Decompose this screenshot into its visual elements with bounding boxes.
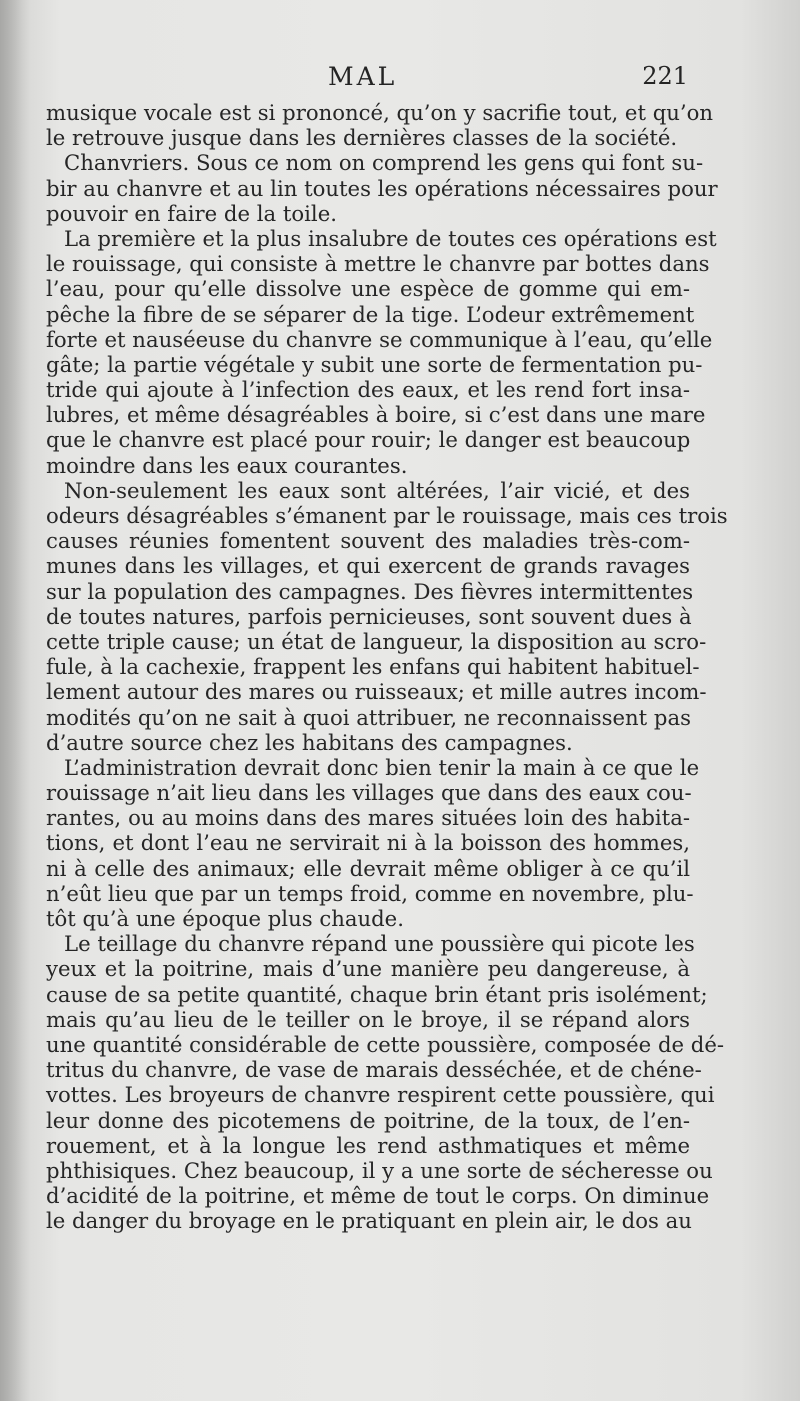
text-line: ni à celle des animaux; elle devrait même obliger à ce qu’il [46,855,690,881]
text-line: de toutes natures, parfois pernicieuses, sont souvent dues à [46,603,692,629]
text-line: l’eau, pour qu’elle dissolve une espèce de gomme qui em- [46,276,690,302]
text-line: tride qui ajoute à l’infection des eaux, et les rend fort insa- [46,377,690,403]
text-line: moindre dans les eaux courantes. [46,452,408,478]
text-line: forte et nauséeuse du chanvre se communique à l’eau, qu’elle [46,326,713,352]
text-line: yeux et la poitrine, mais d’une manière peu dangereuse, à [46,956,690,982]
text-line: pouvoir en faire de la toile. [46,200,337,226]
text-line: L’administration devrait donc bien tenir la main à ce que le [64,754,700,780]
text-line: rantes, ou au moins dans des mares situées loin des habita- [46,805,690,831]
text-line: musique vocale est si prononcé, qu’on y sacrifie tout, et qu’on [46,100,714,125]
text-line: phthisiques. Chez beaucoup, il y a une sorte de sécheresse ou [46,1157,713,1183]
text-line: pêche la fibre de se séparer de la tige. L’odeur extrêmement [46,301,695,327]
text-line: causes réunies fomentent souvent des maladies très-com- [46,528,690,554]
text-line: tôt qu’à une époque plus chaude. [46,906,404,931]
body-text [46,100,728,1234]
text-line: Le teillage du chanvre répand une poussière qui picote les [64,931,695,957]
text-line: gâte; la partie végétale y subit une sorte de fermentation pu- [46,351,703,377]
text-line: cause de sa petite quantité, chaque brin étant pris isolément; [46,981,708,1007]
text-line: modités qu’on ne sait à quoi attribuer, ne reconnaissent pas [46,704,691,730]
text-line: La première et la plus insalubre de toutes ces opérations est [64,225,717,251]
text-line: tions, et dont l’eau ne servirait ni à la boisson des hommes, [46,830,690,856]
text-line: mais qu’au lieu de le teiller on le broye, il se répand alors [46,1006,690,1032]
text-line: une quantité considérable de cette poussière, composée de dé- [46,1031,725,1057]
text-line: d’autre source chez les habitans des campagnes. [46,729,573,755]
text-line: rouissage n’ait lieu dans les villages que dans des eaux cou- [46,780,692,806]
text-line: lement autour des mares ou ruisseaux; et mille autres incom- [46,679,707,705]
text-line: rouement, et à la longue les rend asthmatiques et même [46,1132,690,1158]
text-line: n’eût lieu que par un temps froid, comme en novembre, plu- [46,880,694,906]
text-line: le retrouve jusque dans les dernières classes de la société. [46,125,678,151]
text-line: fule, à la cachexie, frappent les enfans qui habitent habituel- [46,654,700,680]
text-line: sur la population des campagnes. Des fièvres intermittentes [46,578,694,604]
text-line: d’acidité de la poitrine, et même de tout le corps. On diminue [46,1183,710,1209]
text-line: leur donne des picotemens de poitrine, de la toux, de l’en- [46,1107,690,1133]
text-line: lubres, et même désagréables à boire, si c’est dans une mare [46,402,706,428]
text-line: bir au chanvre et au lin toutes les opérations nécessaires pour [46,175,718,201]
text-line: vottes. Les broyeurs de chanvre respirent cette poussière, qui [46,1082,715,1108]
text-line: munes dans les villages, et qui exercent de grands ravages [46,553,690,579]
text-line: cette triple cause; un état de langueur, la disposition au scro- [46,628,707,654]
text-line: tritus du chanvre, de vase de marais desséchée, et de chéne- [46,1057,702,1083]
text-line: odeurs désagréables s’émanent par le rouissage, mais ces trois [46,503,728,528]
text-line: le danger du broyage en le pratiquant en plein air, le dos au [46,1208,692,1234]
text-line: le rouissage, qui consiste à mettre le chanvre par bottes dans [46,251,710,277]
text-line: Non-seulement les eaux sont altérées, l’air vicié, et des [64,477,690,503]
text-line: que le chanvre est placé pour rouir; le danger est beaucoup [46,427,691,453]
text-line: Chanvriers. Sous ce nom on comprend les gens qui font su- [64,150,704,176]
running-head: MAL [328,62,398,91]
gutter-shadow [0,0,30,1401]
page-header [48,62,688,96]
page-number: 221 [642,62,688,90]
